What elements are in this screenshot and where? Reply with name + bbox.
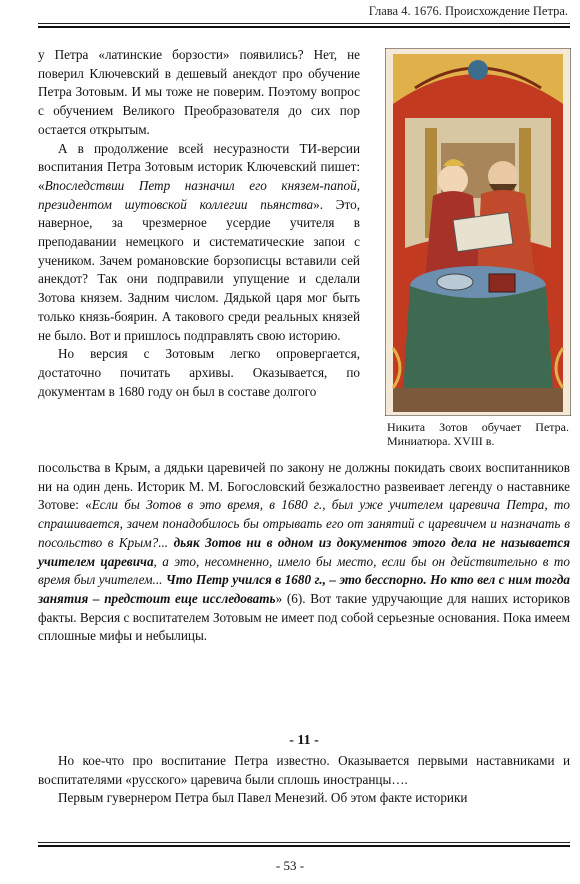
left-column	[38, 46, 360, 401]
running-title: Глава 4. 1676. Происхождение Петра.	[368, 3, 568, 18]
bogoslovsky-quote-1: Если бы Зотов в это время, в 1680 г., был уже учителем царевича Петра, то спрашивается, зачем понадобилось бы отрывать его от занятий с царевичем и назначать в посольство в Крым?...	[38, 497, 570, 550]
section-number: - 11 -	[289, 733, 319, 748]
p2-part-a: А в продолжение всей несуразности ТИ-версии воспитания Петра Зотовым историк Ключевский пишет: «	[38, 140, 360, 193]
paragraph-3-start: Но версия с Зотовым легко опровергается, достаточно почитать архивы. Оказывается, по документам в 1680 году он был в составе долгого	[38, 346, 360, 399]
paragraph-1: у Петра «латинские борзости» появились? Нет, не поверил Ключевский в дешевый анекдот про обучение Петра Зотовым. И мы тоже не поверим. Поэтому вопрос с обучением Великого Преобразователя до сих пор остается открытым.	[38, 47, 360, 137]
miniature-image	[385, 48, 571, 416]
p3-part-a: посольства в Крым, а дядьки царевичей по закону не должны покидать своих воспитанников ни на один день. Историк М. М. Богословский безжалостно развеивает легенду о наставнике Зотове: «	[38, 460, 570, 513]
klyuchevsky-quote: Впоследствии Петр назначил его князем-папой, президентом шутовской коллегии пьянства	[38, 177, 360, 212]
paragraph-3-continued	[38, 459, 570, 646]
paragraph-4: Но кое-что про воспитание Петра известно. Оказывается первыми наставниками и воспитателями «русского» царевича были сплошь иностранцы….	[38, 753, 570, 787]
bogoslovsky-emphasis-1: дьяк Зотов ни в одном из документов этого дела не называется учителем царевича	[38, 534, 570, 569]
header-rule-thick	[38, 26, 570, 28]
p3-part-f: » (6). Вот такие удручающие для наших историков факты. Версия с воспитателем Зотовым не имеет под собой серьезные основания. Пока имеем сплошные мифы и небылицы.	[38, 590, 570, 644]
p2-part-c: ». Это, наверное, за чрезмерное усердие учителя в преподавании немецкого и систематические запои с учеником. Зачем романовские борзописцы вставили сей анекдот? Так они подправили упущение и сделали Зотова князем. Задним числом. Дядькой царя мог быть только князь-боярин. А такового среди реальных князей не было. Вот и пришлось подправлять свою историю.	[38, 196, 360, 343]
paragraph-5: Первым гувернером Петра был Павел Менезий. Об этом факте историки	[58, 790, 468, 806]
footer-rule-thin	[38, 842, 570, 843]
page-number: - 53 -	[275, 858, 305, 873]
figure-caption: Никита Зотов обучает Петра. Миниатюра. XVIII в.	[387, 420, 569, 448]
paragraph-2	[38, 140, 360, 346]
bogoslovsky-quote-2: , а это, несомненно, имело бы место, если бы он действительно в то время был учителем...	[38, 553, 570, 588]
full-width-text	[38, 459, 570, 646]
miniature-figure	[385, 48, 571, 452]
running-header	[0, 0, 580, 22]
section-text	[38, 752, 570, 808]
header-rule-thin	[38, 23, 570, 24]
footer-rule-thick	[38, 845, 570, 847]
bogoslovsky-emphasis-2: Что Петр учился в 1680 г., – это бесспорно. Но кто вел с ним тогда занятия – предстоит еще исследовать	[38, 572, 570, 606]
